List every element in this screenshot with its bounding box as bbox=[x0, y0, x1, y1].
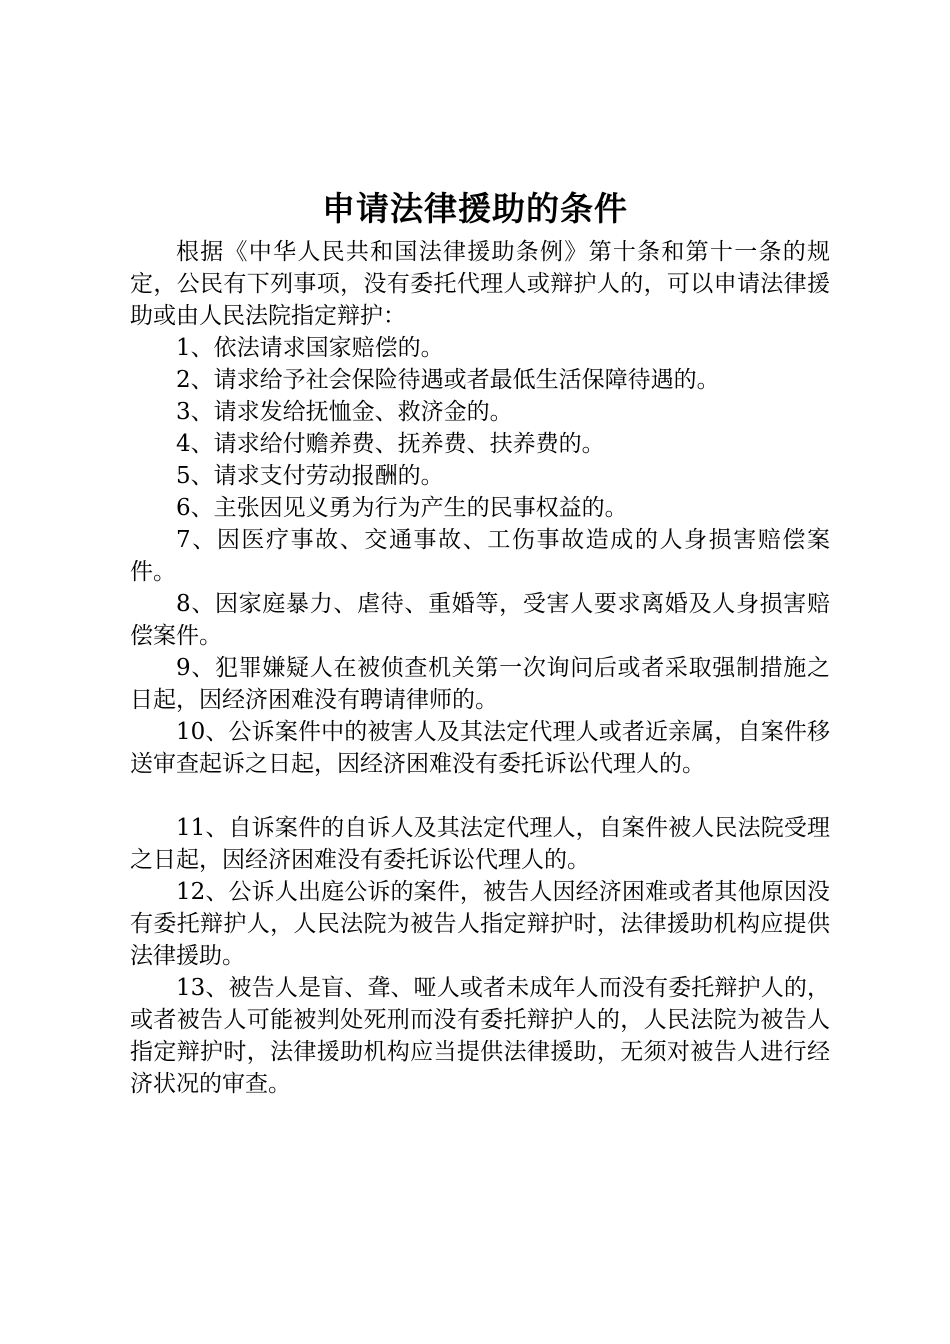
list-item-8: 8、因家庭暴力、虐待、重婚等，受害人要求离婚及人身损害赔偿案件。 bbox=[130, 591, 830, 649]
list-item-1: 1、依法请求国家赔偿的。 bbox=[176, 335, 444, 361]
document-body bbox=[130, 236, 830, 1100]
list-item-7: 7、因医疗事故、交通事故、工伤事故造成的人身损害赔偿案件。 bbox=[130, 527, 830, 585]
document-title: 申请法律援助的条件 bbox=[322, 189, 628, 228]
list-item-4: 4、请求给付赡养费、抚养费、扶养费的。 bbox=[176, 431, 605, 457]
list-item-6: 6、主张因见义勇为行为产生的民事权益的。 bbox=[176, 495, 628, 521]
list-item-10: 10、公诉案件中的被害人及其法定代理人或者近亲属，自案件移送审查起诉之日起，因经济困难没有委托诉讼代理人的。 bbox=[130, 719, 830, 777]
list-item-3: 3、请求发给抚恤金、救济金的。 bbox=[176, 399, 513, 425]
list-item-5: 5、请求支付劳动报酬的。 bbox=[176, 463, 444, 489]
list-item-12: 12、公诉人出庭公诉的案件，被告人因经济困难或者其他原因没有委托辩护人，人民法院为被告人指定辩护时，法律援助机构应提供法律援助。 bbox=[130, 879, 830, 969]
list-item-13: 13、被告人是盲、聋、哑人或者未成年人而没有委托辩护人的，或者被告人可能被判处死刑而没有委托辩护人的，人民法院为被告人指定辩护时，法律援助机构应当提供法律援助，无须对被告人进行经济状况的审查。 bbox=[130, 975, 830, 1097]
intro-paragraph: 根据《中华人民共和国法律援助条例》第十条和第十一条的规定，公民有下列事项，没有委托代理人或辩护人的，可以申请法律援助或由人民法院指定辩护： bbox=[130, 239, 830, 329]
list-item-2: 2、请求给予社会保险待遇或者最低生活保障待遇的。 bbox=[176, 367, 720, 393]
list-item-11: 11、自诉案件的自诉人及其法定代理人，自案件被人民法院受理之日起，因经济困难没有委托诉讼代理人的。 bbox=[130, 815, 830, 873]
list-item-9: 9、犯罪嫌疑人在被侦查机关第一次询问后或者采取强制措施之日起，因经济困难没有聘请律师的。 bbox=[130, 655, 830, 713]
